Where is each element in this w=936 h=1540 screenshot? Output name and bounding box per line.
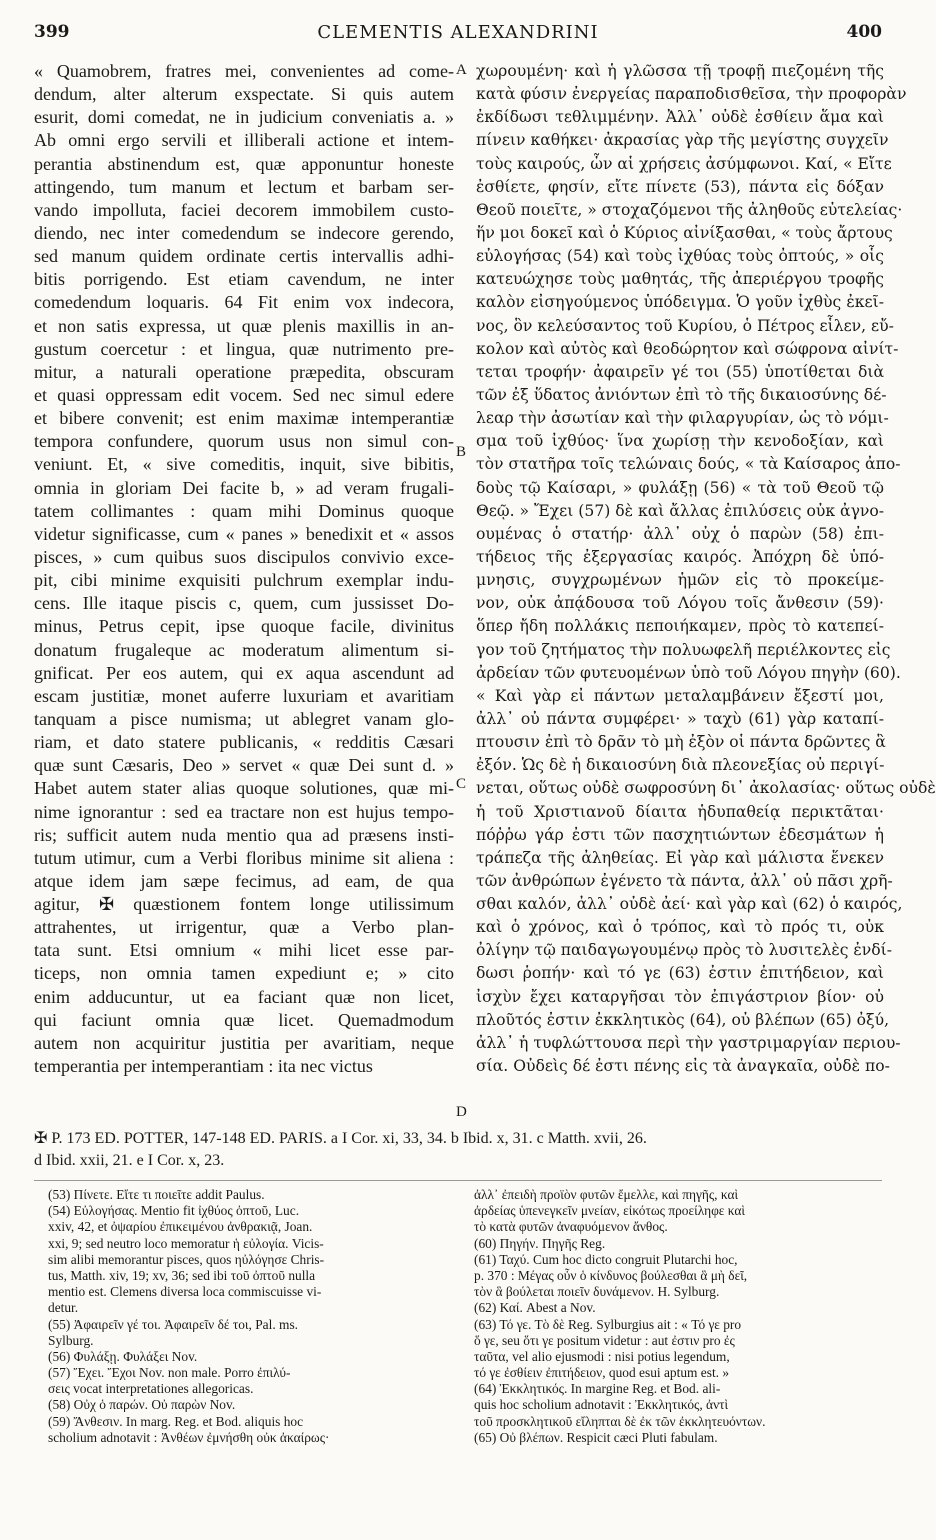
text-line: cens. Ille itaque piscis c, quem, cum jussisset Do- — [34, 593, 454, 614]
note-line: (63) Τό γε. Τὸ δὲ Reg. Sylburgius ait : « Τό γε pro — [474, 1316, 742, 1332]
text-line: ἀλλ᾽ ἡ τυφλώττουσα περὶ τὴν γαστριμαργίαν περιου- — [476, 1033, 901, 1052]
text-line: tempora confundere, quorum usus non simul con- — [34, 431, 454, 452]
running-title: CLEMENTIS ALEXANDRINI — [317, 22, 599, 43]
text-line: καὶ ὁ χρόνος, καὶ ὁ τρόπος, καὶ τὸ πρός τι, οὐκ — [476, 918, 884, 937]
text-line: πόῤῥω γάρ ἐστι τῶν πασχητιώντων ἐδεσμάτων ἡ — [476, 825, 884, 844]
note-line: (54) Εὐλογήσας. Mentio fit ἰχθύος ὀπτοῦ, Luc. — [48, 1203, 300, 1219]
note-line: (59) Ἄνθεσιν. In marg. Reg. et Bod. aliquis hoc — [48, 1413, 304, 1429]
note-line: xxiv, 42, et ὀψαρίου ἐπικειμένου ἀνθρακιᾷ, Joan. — [48, 1219, 313, 1235]
text-line: χωρουμένη· καὶ ἡ γλῶσσα τῇ τροφῇ πιεζομένη τῆς — [476, 62, 884, 80]
text-line: quæ sunt Cæsaris, Deo » servet « quæ Dei sunt d. » — [34, 755, 454, 776]
text-line: bitis porrigendo. Est etiam cavendum, ne inter — [34, 269, 454, 290]
note-line: (62) Καί. Abest a Nov. — [474, 1300, 596, 1316]
note-line: scholium adnotavit : Ἀνθέων ἐμνήσθη οὐκ ἀκαίρως· — [48, 1429, 330, 1445]
notes-divider — [34, 1180, 882, 1181]
text-line: « Quamobrem, fratres mei, convenientes ad come- — [34, 61, 454, 81]
text-line: ἥν μοι δοκεῖ καὶ ὁ Κύριος αἰνίξασθαι, « τοὺς ἄρτους — [476, 223, 893, 242]
text-line: attrahentes, ut irrigentur, quæ a Verbo plan- — [34, 917, 454, 938]
text-line: δοὺς τῷ Καίσαρι, » φυλάξῃ (56) « τὰ τοῦ Θεοῦ τῷ — [476, 478, 884, 497]
note-line: (57) Ἔχει. Ἔχοι Nov. non male. Porro ἐπιλύ- — [48, 1365, 291, 1381]
text-line: pit, cibi minime exquisiti pulchrum exemplar indu- — [34, 570, 454, 591]
text-line: πίνειν καθήκει· ἀκρασίας γὰρ τῆς μεγίστης συγχεῖν — [476, 131, 889, 150]
text-line: τῶν ἀνθρώπων ἐγένετο τὰ πάντα, ἀλλ᾽ οὐ πᾶσι χρῆ- — [476, 871, 893, 890]
text-line: dendum, alter alterum exspectate. Si quis autem — [34, 84, 454, 105]
latin-text-column — [34, 60, 454, 1125]
text-line: esurit, domi comedat, ne in judicium conveniatis a. » — [34, 107, 454, 128]
text-line: ticeps, non omnia tamen expediunt e; » cito — [34, 963, 454, 984]
text-line: comedendum loquaris. 64 Fit enim vox indecora, — [34, 292, 454, 313]
text-line: pisces, » cum quibus suos discipulos convivio exce- — [34, 546, 454, 567]
text-line: νεται, οὕτως οὐδὲ σωφροσύνη δι᾽ ἀκολασίας· οὕτως οὐδὲ — [476, 779, 936, 798]
text-line: qui faciunt omnia quæ licet. Quemadmodum — [34, 1009, 454, 1030]
text-line: τὸν στατῆρα τοῖς τελώναις δούς, « τὰ Καίσαρος ἀπο- — [476, 455, 901, 474]
text-line: attingendo, tum manum et lectum et barbam ser- — [34, 176, 454, 197]
note-line: τὸ κατὰ φυτῶν ἀναφυόμενον ἄνθος. — [474, 1219, 668, 1235]
greek-text-column — [476, 60, 936, 1125]
note-line: p. 370 : Μέγας οὖν ὁ κίνδυνος βούλεσθαι ἃ μὴ δεῖ, — [474, 1267, 748, 1283]
text-line: λεαρ τὴν ἀσωτίαν καὶ τὴν φιλαργυρίαν, ὡς τὸ νόμι- — [476, 409, 889, 428]
text-line: ἡ τοῦ Χριστιανοῦ δίαιτα ἡδυπαθείᾳ περικτᾶται· — [476, 802, 884, 821]
text-line: Θεῷ. » Ἔχει (57) δὲ καὶ ἄλλας ἐπιλύσεις οὐκ ἀγνο- — [476, 501, 885, 520]
text-line: τεται τροφήν· ἀφαιρεῖν γέ τοι (55) ὑποτίθεται διὰ — [476, 362, 884, 381]
notes-column-left — [48, 1187, 454, 1527]
text-line: perantia abstinendum est, quæ apponuntur honeste — [34, 153, 454, 174]
note-line: (65) Οὐ βλέπων. Respicit cæci Pluti fabulam. — [474, 1429, 718, 1445]
text-line: σμα τοῦ ἰχθύος· ἵνα χωρίσῃ τὴν κενοδοξίαν, καὶ — [476, 432, 884, 451]
text-line: et quasi oppressam edit vocem. Sed nec simul edere — [34, 384, 454, 405]
text-line: καλὸν εἰσηγούμενος ὑπόδειγμα. Ὁ γοῦν ἰχθὺς ἐκεῖ- — [476, 293, 884, 312]
note-line: (58) Οὐχ ὁ παρών. Οὐ παρὼν Nov. — [48, 1397, 236, 1413]
text-line: minus, Petrus cepit, ipse quoque facile, divinitus — [34, 616, 454, 637]
note-line: τοῦ προσκλητικοῦ εἴληπται δὲ ἐκ τῶν ἐκκλητευόντων. — [474, 1413, 766, 1429]
text-line: gnificat. Per eos autem, qui ex aqua ascendunt ad — [34, 662, 454, 683]
text-line: agitur, ✠ quæstionem fontem longe utilissimum — [34, 894, 454, 915]
text-line: μνησις, συγχρωμένων ἡμῶν εἰς τὸ προκείμε- — [476, 571, 884, 590]
text-line: ἀρδείαν τῶν φυτευομένων ὑπὸ τοῦ Λόγου πηγὴν (60). — [476, 663, 901, 682]
text-line: diendo, nec inter comedendum se indecore gerendo, — [34, 222, 454, 243]
text-line: ὀλίγην τῷ παιδαγωγουμένῳ πρὸς τὸ λυσιτελὲς ἐνδί- — [476, 941, 893, 960]
text-line: κατευώχησε τοὺς μαθητάς, τῆς ἀπεριέργου τροφῆς — [476, 270, 884, 289]
note-line: σεις vocat interpretationes allegoricas. — [48, 1381, 254, 1397]
text-line: videtur significasse, cum « panes » benedixit et « assos — [34, 523, 454, 544]
text-line: τῶν ἐξ ὕδατος ἀνιόντων ἐπὶ τὸ τῆς δικαιοσύνης δέ- — [476, 385, 887, 404]
text-line: ὅπερ ἤδη πολλάκις πεποιήκαμεν, πρὸς τὸ κατεπεί- — [476, 617, 884, 636]
text-line: εὐλογήσας (54) καὶ τοὺς ἰχθύας τοὺς ὀπτούς, » οἷς — [476, 247, 884, 266]
scripture-references — [34, 1128, 886, 1172]
text-line: et bibere convenit; est enim maximæ intemperantiæ — [34, 408, 454, 429]
note-line: (55) Ἀφαιρεῖν γέ τοι. Ἀφαιρεῖν δέ τοι, Pal. ms. — [48, 1316, 299, 1332]
text-line: riam, et dato statere publicanis, « redditis Cæsari — [34, 732, 454, 753]
note-line: τὸν ἃ βούλεται ποιεῖν δυνάμενον. H. Sylburg. — [474, 1284, 720, 1300]
note-line: ἀρδείας ὑπενεγκεῖν μνείαν, εἰκότως προείληφε καὶ — [474, 1203, 746, 1219]
page-number-right: 400 — [846, 22, 882, 42]
note-line: xxi, 9; sed neutro loco memoratur ἡ εὐλογία. Vicis- — [48, 1235, 324, 1251]
note-line: ἀλλ᾽ ἐπειδὴ προϊὸν φυτῶν ἔμελλε, καὶ πηγῆς, καὶ — [474, 1187, 739, 1202]
text-line: tutum utimur, cum a Verbi floribus minime sit aliena : — [34, 847, 454, 868]
text-line: νον, οὐκ ἀπᾴδουσα τοῦ Λόγου τοῖς ἄνθεσιν (59)· — [476, 594, 884, 613]
text-line: et non satis expressa, ut quæ plenis maxillis in an- — [34, 315, 454, 336]
text-line: veniunt. Et, « sive comeditis, inquit, sive bibitis, — [34, 454, 454, 475]
text-line: ἐξόν. Ὡς δὲ ἡ δικαιοσύνη διὰ πλεονεξίας οὐ περιγί- — [476, 756, 885, 775]
text-line: κατὰ φύσιν ἐνεργείας παραποδισθεῖσα, τὴν προφορὰν — [476, 85, 907, 104]
text-line: temperantia per intemperantiam : ita nec victus — [34, 1056, 373, 1077]
text-line: atque idem jam sæpe fecimus, ad eam, de qua — [34, 870, 454, 891]
note-line: Sylburg. — [48, 1332, 94, 1348]
text-line: πτουσιν ἐπὶ τὸ δρᾶν τὸ μὴ ἐξὸν οἱ πάντα δρῶντες ἃ — [476, 733, 886, 752]
note-line: tus, Matth. xiv, 19; xv, 36; sed ibi τοῦ ὀπτοῦ nulla — [48, 1267, 316, 1283]
page-number-left: 399 — [34, 22, 70, 42]
note-line: (53) Πίνετε. Εἴτε τι ποιεῖτε addit Paulus. — [48, 1187, 265, 1202]
text-line: ἰσχὺν ἔχει καταργῆσαι τὸν ἐπιγάστριον βίον· οὐ — [476, 987, 884, 1006]
text-line: τοὺς καιρούς, ὧν αἱ χρήσεις ἀσύμφωνοι. Καί, « Εἴτε — [476, 154, 892, 173]
note-line: (56) Φυλάξῃ. Φυλάξει Nov. — [48, 1348, 198, 1364]
text-line: τράπεζα τῆς ἀληθείας. Εἰ γὰρ καὶ μάλιστα ἕνεκεν — [476, 848, 884, 867]
text-line: sed manum quidem ordinate certis intervallis adhi- — [34, 246, 454, 267]
text-line: πλοῦτός ἐστιν ἐκκλητικὸς (64), οὐ βλέπων (65) ὀξύ, — [476, 1010, 890, 1029]
text-line: mitur, a naturali operatione præpedita, obscuram — [34, 361, 454, 382]
running-header — [34, 22, 882, 50]
text-line: autem non acquiritur justitia per avaritiam, neque — [34, 1032, 454, 1053]
note-line: detur. — [48, 1300, 79, 1316]
note-line: mentio est. Clemens diversa loca commiscuisse vi- — [48, 1284, 322, 1300]
text-line: vando impolluta, faciei decorem immobilem custo- — [34, 199, 454, 220]
text-line: enim adducuntur, ut ea faciant quæ non licet, — [34, 986, 454, 1007]
text-line: τήδειος τῆς ἐξεργασίας καιρός. Ἀπόχρη δὲ ὑπό- — [476, 547, 884, 566]
text-line: σθαι καλόν, ἀλλ᾽ οὐδὲ ἀεί· καὶ γὰρ καὶ (62) ὁ καιρός, — [476, 895, 903, 914]
text-line: nime ignorantur : sed ea tractare non est hujus tempo- — [34, 801, 454, 822]
notes-column-right — [474, 1187, 884, 1527]
text-line: tata sunt. Etsi omnium « mihi licet esse par- — [34, 940, 454, 961]
text-line: δωσι ῥοπήν· καὶ τό γε (63) ἐστιν ἐπιτήδειον, καὶ — [476, 964, 884, 983]
text-line: Θεοῦ ποιεῖτε, » στοχαζόμενοι τῆς ἀληθοῦς εὐτελείας· — [476, 200, 903, 219]
note-line: quis hoc scholium adnotavit : Ἐκκλητικός, ἀντὶ — [474, 1397, 729, 1413]
text-line: Habet autem stater alias quoque solutiones, quæ mi- — [34, 778, 454, 799]
margin-letter-b: B — [456, 444, 467, 460]
text-line: « Καὶ γὰρ εἰ πάντων μεταλαμβάνειν ἔξεστί μοι, — [476, 686, 884, 705]
text-line: ris; sufficit autem nuda mentio qua ad præsens insti- — [34, 824, 454, 845]
text-line: tatem collimantes : quam mihi Dominus quoque — [34, 500, 454, 521]
text-line: ἐκδίδωσι τεθλιμμένην. Ἀλλ᾽ οὐδὲ ἐσθίειν ἅμα καὶ — [476, 108, 884, 127]
note-line: (61) Ταχύ. Cum hoc dicto congruit Plutarchi hoc, — [474, 1251, 738, 1267]
text-line: σία. Οὐδεὶς δέ ἐστι πένης εἰς τὰ ἀναγκαῖα, οὐδὲ πο- — [476, 1057, 890, 1076]
note-line: τό γε ἐσθίειν ἐπιτήδειον, quod esui aptum est. » — [474, 1365, 730, 1381]
margin-letter-a: A — [456, 62, 467, 78]
text-line: gustum coercetur : et lingua, quæ nutrimento pre- — [34, 338, 454, 359]
text-line: ἐσθίετε, φησίν, εἴτε πίνετε (53), πάντα εἰς δόξαν — [476, 177, 884, 196]
text-line: ἀλλ᾽ οὐ πάντα συμφέρει· » ταχὺ (61) γὰρ καταπί- — [476, 709, 884, 728]
margin-letter-c: C — [456, 776, 467, 792]
text-line: νος, ὃν κελεύσαντος τοῦ Κυρίου, ὁ Πέτρος εἷλεν, εὔ- — [476, 316, 894, 335]
note-line: (60) Πηγήν. Πηγῆς Reg. — [474, 1235, 606, 1251]
reference-line: d Ibid. xxii, 21. e I Cor. x, 23. — [34, 1152, 225, 1169]
text-line: γον τοῦ ζητήματος τὴν πολυωφελῆ περιέλκοντες εἰς — [476, 640, 891, 659]
reference-line: ✠ P. 173 ED. POTTER, 147-148 ED. PARIS. a I Cor. xi, 33, 34. b Ibid. x, 31. c Matth. xvii, 26. — [34, 1130, 647, 1147]
text-line: donatum frugaleque ac moderatum alimentum si- — [34, 639, 454, 660]
text-line: escam justitiæ, monet auferre luxuriam et avaritiam — [34, 685, 454, 706]
text-line: tanquam a pisce numisma; ut ablegret vanam glo- — [34, 708, 454, 729]
note-line: (64) Ἐκκλητικός. In margine Reg. et Bod. ali- — [474, 1381, 721, 1397]
text-line: omnia in gloriam Dei facite b, » ad veram frugali- — [34, 477, 454, 498]
margin-letter-d: D — [456, 1104, 467, 1120]
note-line: ταῦτα, vel alio ejusmodi : nisi potius legendum, — [474, 1348, 730, 1364]
text-line: Ab omni ergo servili et illiberali actione et intem- — [34, 130, 454, 151]
note-line: ὅ γε, seu ὅτι γε positum videtur : aut ἐστιν pro ἐς — [474, 1332, 735, 1348]
text-line: ουμένας ὁ στατήρ· ἀλλ᾽ οὐχ ὁ παρὼν (58) ἐπι- — [476, 524, 884, 543]
text-line: κολον καὶ αὐτὸς καὶ θεοδώρητον καὶ σώφρονα αἰνίτ- — [476, 339, 899, 358]
note-line: sim alibi memorantur pisces, quos ηὐλόγησε Chris- — [48, 1251, 325, 1267]
